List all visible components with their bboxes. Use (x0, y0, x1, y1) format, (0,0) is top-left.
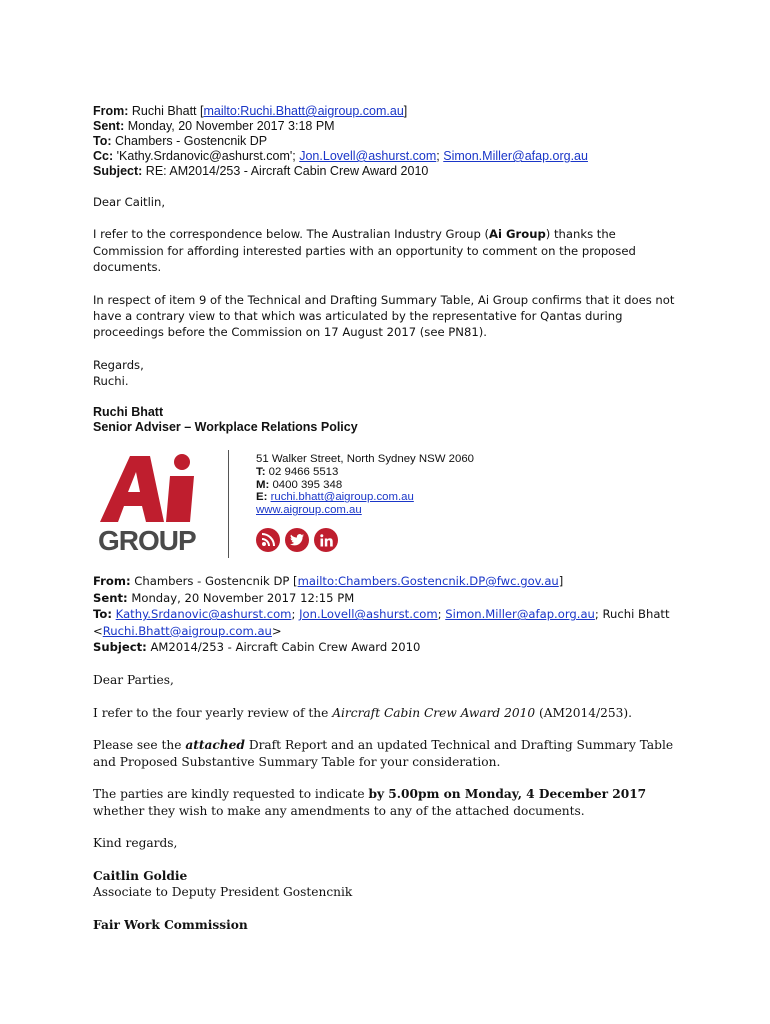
cc-value: 'Kathy.Srdanovic@ashurst.com'; (116, 149, 296, 163)
email1-subject-line (93, 164, 690, 179)
email2-kind-regards: Kind regards, (93, 836, 178, 850)
from-name: Ruchi Bhatt (131, 104, 197, 118)
email1-regards: Regards, (93, 357, 144, 372)
email1-paragraph-2: In respect of item 9 of the Technical and Drafting Summary Table, Ai Group confirms that it does not have a contrary view to that which was articulated by the representative for Qantas during proceedings before the Commission on 17 August 2017 (see PN81). (93, 292, 675, 340)
signature-address: 51 Walker Street, North Sydney NSW 2060 (256, 453, 474, 465)
email2-sent-line (93, 590, 690, 607)
email2-attached-emphasis: attached (185, 738, 245, 752)
signature-mobile (256, 479, 474, 492)
email2-greeting: Dear Parties, (93, 673, 174, 687)
phone-value: 02 9466 5513 (268, 465, 339, 478)
signature-contact (256, 453, 474, 517)
to-label: To: (93, 134, 112, 148)
email2-p3-text-b: whether they wish to make any amendments to any of the attached documents. (93, 803, 585, 818)
signature-phone (256, 466, 474, 479)
email2-signature-title: Associate to Deputy President Gostencnik (93, 885, 353, 899)
mobile-value: 0400 395 348 (272, 478, 343, 491)
linkedin-icon[interactable] (314, 528, 338, 552)
email2-header (93, 573, 690, 656)
email1-body (93, 194, 690, 390)
mobile-label: M: (256, 478, 270, 491)
signature-divider (228, 450, 229, 558)
from-mailto-link[interactable]: mailto:Chambers.Gostencnik.DP@fwc.gov.au (297, 574, 559, 588)
cc-link-simon[interactable]: Simon.Miller@afap.org.au (443, 149, 588, 163)
sent-label: Sent: (93, 590, 128, 605)
rss-icon[interactable] (256, 528, 280, 552)
signature-website-link[interactable]: www.aigroup.com.au (256, 504, 362, 517)
subject-value: RE: AM2014/253 - Aircraft Cabin Crew Award 2010 (145, 164, 429, 178)
from-label: From: (93, 574, 131, 588)
subject-label: Subject: (93, 164, 143, 178)
from-mailto-link[interactable]: mailto:Ruchi.Bhatt@aigroup.com.au (203, 104, 404, 118)
to-link-ruchi[interactable]: Ruchi.Bhatt@aigroup.com.au (102, 623, 272, 638)
to-link-simon[interactable]: Simon.Miller@afap.org.au (445, 607, 595, 622)
email1-greeting: Dear Caitlin, (93, 195, 166, 209)
email1-cc-line: Cc: 'Kathy.Srdanovic@ashurst.com'; Jon.Lovell@ashurst.com; Simon.Miller@afap.org.au (93, 149, 588, 163)
signature-email (256, 491, 474, 504)
email1-paragraph-1 (93, 226, 690, 275)
to-value: Chambers - Gostencnik DP (115, 134, 268, 148)
email2-p2-text-b: Draft Report and an updated Technical and Drafting Summary Table and Proposed Substantive Summary Table for your consideration. (93, 738, 674, 769)
svg-text:GROUP: GROUP (98, 525, 196, 556)
signature-email-link[interactable]: ruchi.bhatt@aigroup.com.au (270, 491, 414, 504)
email1-p1-text-a: I refer to the correspondence below. The Australian Industry Group ( (93, 227, 490, 242)
email2-paragraph-1 (93, 705, 690, 722)
cc-label: Cc: (93, 149, 114, 163)
email1-sent-line (93, 119, 690, 134)
social-icons (256, 528, 338, 552)
cc-link-jon[interactable]: Jon.Lovell@ashurst.com (299, 149, 437, 163)
signature-name-block (93, 405, 358, 435)
signature-name: Ruchi Bhatt (93, 405, 164, 419)
email2-organisation: Fair Work Commission (93, 917, 248, 932)
ai-group-logo (96, 450, 208, 558)
email2-p2-text-a: Please see the (93, 738, 182, 752)
ai-group-logo-graphic (96, 450, 208, 558)
to-name-ruchi: Ruchi Bhatt (602, 607, 670, 622)
email1-p1-bold: Ai Group (489, 227, 546, 242)
to-link-jon[interactable]: Jon.Lovell@ashurst.com (299, 607, 438, 622)
email1-header (93, 104, 690, 179)
email2-p3-text-a: The parties are kindly requested to indicate (93, 787, 365, 801)
email1-p1-text-b: ) thanks the Commission for affording interested parties with an opportunity to comment on the proposed documents. (93, 227, 636, 275)
email2-paragraph-2 (93, 737, 690, 770)
subject-value: AM2014/253 - Aircraft Cabin Crew Award 2010 (150, 640, 421, 655)
email2-signature-name: Caitlin Goldie (93, 868, 188, 883)
sent-label: Sent: (93, 119, 125, 133)
email2-p1-text-a: I refer to the four yearly review of the (93, 705, 329, 720)
email2-paragraph-3 (93, 786, 690, 819)
email2-to-line: To: Kathy.Srdanovic@ashurst.com; Jon.Lovell@ashurst.com; Simon.Miller@afap.org.au; Ruchi Bhatt <Ruchi.Bhatt@aigroup.com.au> (93, 607, 670, 638)
email2-subject-line (93, 639, 690, 656)
twitter-icon[interactable] (285, 528, 309, 552)
email1-from-line: From: Ruchi Bhatt [mailto:Ruchi.Bhatt@aigroup.com.au] (93, 104, 408, 118)
sent-value: Monday, 20 November 2017 12:15 PM (131, 590, 355, 605)
email2-from-line: From: Chambers - Gostencnik DP [mailto:Chambers.Gostencnik.DP@fwc.gov.au] (93, 574, 564, 588)
email2-award-title: Aircraft Cabin Crew Award 2010 (332, 705, 536, 720)
email2-p1-text-b: (AM2014/253). (539, 705, 633, 720)
from-label: From: (93, 104, 129, 118)
signature-title: Senior Adviser – Workplace Relations Policy (93, 420, 358, 434)
email2-deadline: by 5.00pm on Monday, 4 December 2017 (368, 787, 647, 801)
to-label: To: (93, 607, 112, 622)
email1-to-line (93, 134, 690, 149)
from-name: Chambers - Gostencnik DP (134, 574, 290, 588)
phone-label: T: (256, 465, 266, 478)
subject-label: Subject: (93, 640, 147, 655)
email2-body (93, 672, 690, 933)
email1-signoff: Ruchi. (93, 374, 129, 389)
to-link-kathy[interactable]: Kathy.Srdanovic@ashurst.com (115, 607, 292, 622)
email-label: E: (256, 491, 268, 504)
sent-value: Monday, 20 November 2017 3:18 PM (127, 119, 335, 133)
